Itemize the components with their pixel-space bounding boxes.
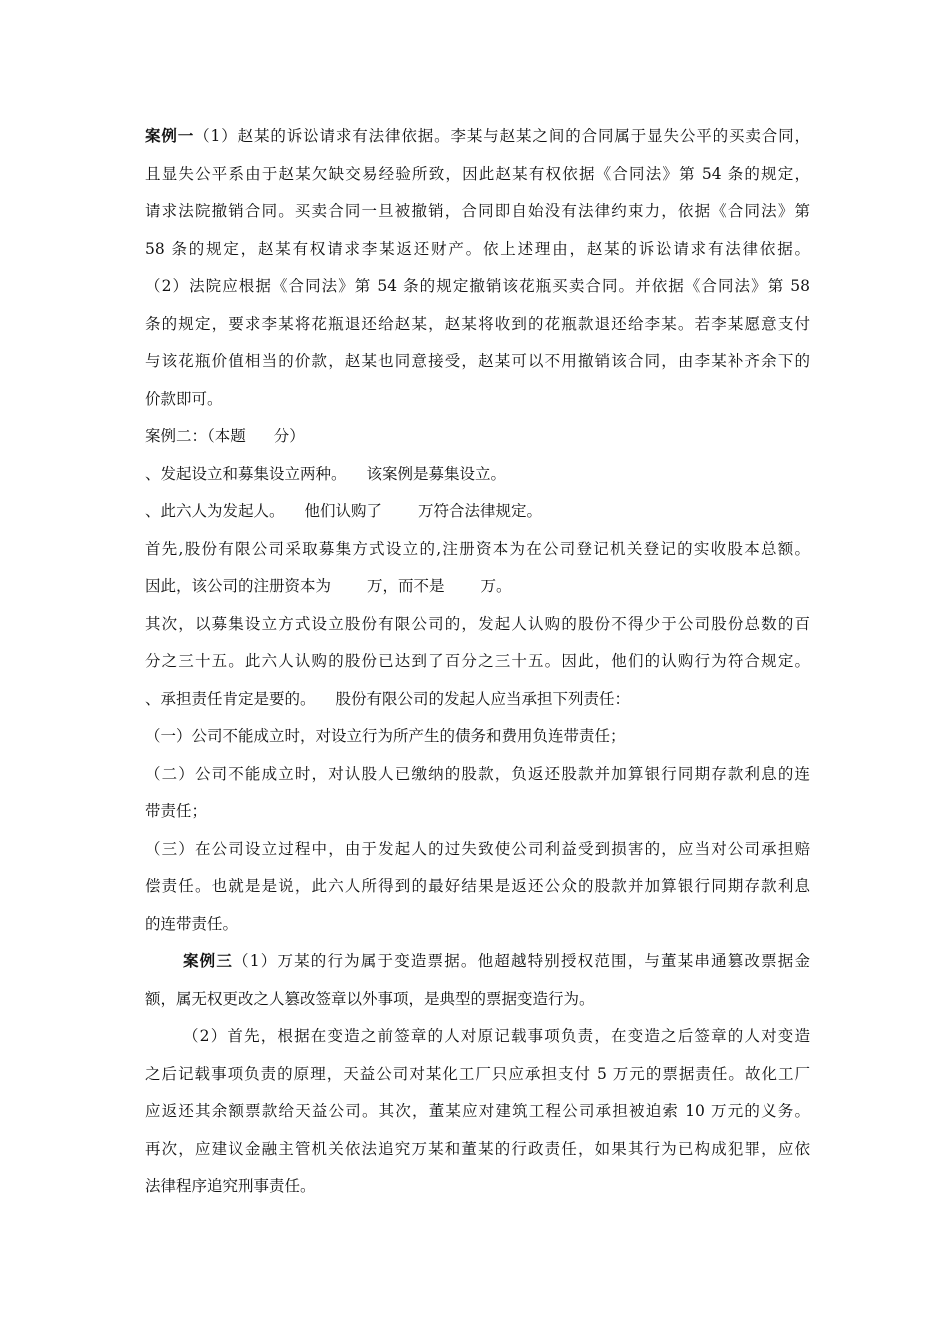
case2-p2-line-1: 其次，以募集设立方式设立股份有限公司的，发起人认购的股份不得少于公司股份总数的百 bbox=[145, 614, 810, 633]
case2-p1-line-2 bbox=[145, 568, 810, 606]
document-page bbox=[145, 118, 810, 1206]
case3-line-3: （2）首先，根据在变造之前签章的人对原记载事项负责，在变造之后签章的人对变造 bbox=[183, 1027, 810, 1045]
case3-line-2: 额，属无权更改之人篡改签章以外事项，是典型的票据变造行为。 bbox=[145, 989, 595, 1008]
case1-heading: 案例一 bbox=[145, 127, 195, 145]
case2-item1-a: 、发起设立和募集设立两种。 bbox=[145, 464, 347, 483]
case2-item1-b: 该案例是募集设立。 bbox=[366, 464, 507, 483]
case3-text-1: （1）万某的行为属于变造票据。他超越特别授权范围，与董某串通篡改票据金 bbox=[233, 952, 810, 970]
case2-heading-a: 案例二：（本题 bbox=[145, 427, 246, 445]
case1-line-5: （2）法院应根据《合同法》第 54 条的规定撤销该花瓶买卖合同。并依据《合同法》第 58 bbox=[145, 277, 810, 295]
case2-item2-b: 他们认购了 bbox=[304, 502, 383, 520]
case2-p2-line-2: 分之三十五。此六人认购的股份已达到了百分之三十五。因此，他们的认购行为符合规定。 bbox=[145, 652, 810, 670]
case1-line-6: 条的规定，要求李某将花瓶退还给赵某，赵某将收到的花瓶款退还给李某。若李某愿意支付 bbox=[145, 314, 810, 333]
case2-item2-c: 万符合法律规定。 bbox=[418, 502, 543, 520]
case1-text-1: （1）赵某的诉讼请求有法律依据。李某与赵某之间的合同属于显失公平的买卖合同， bbox=[194, 127, 810, 145]
case1-line-1 bbox=[145, 118, 810, 156]
case2-item-2 bbox=[145, 493, 810, 531]
case2-p1-line2-b: 万，而不是 bbox=[367, 577, 445, 595]
case1-line-8: 价款即可。 bbox=[145, 389, 223, 408]
case3-line-7: 法律程序追究刑事责任。 bbox=[145, 1177, 316, 1195]
case3-heading: 案例三 bbox=[183, 952, 234, 970]
case3-line-6: 再次，应建议金融主管机关依法追究万某和董某的行政责任，如果其行为已构成犯罪，应依 bbox=[145, 1139, 810, 1158]
case2-item2-a: 、此六人为发起人。 bbox=[145, 502, 285, 520]
case2-responsibility-2-line-1: （二）公司不能成立时，对认股人已缴纳的股款，负返还股款并加算银行同期存款利息的连 bbox=[145, 764, 810, 783]
case1-line-3: 请求法院撤销合同。买卖合同一旦被撤销，合同即自始没有法律约束力，依据《合同法》第 bbox=[145, 202, 810, 220]
case2-p1-line2-c: 万。 bbox=[480, 577, 512, 595]
case2-item3-a: 、承担责任肯定是要的。 bbox=[145, 689, 316, 708]
case1-line-4: 58 条的规定，赵某有权请求李某返还财产。依上述理由，赵某的诉讼请求有法律依据。 bbox=[145, 239, 810, 258]
case2-item-1 bbox=[145, 456, 810, 494]
case2-p1-line2-a: 因此，该公司的注册资本为 bbox=[145, 577, 332, 595]
case3-line-4: 之后记载事项负责的原理，天益公司对某化工厂只应承担支付 5 万元的票据责任。故化工厂 bbox=[145, 1064, 810, 1083]
case2-item-3 bbox=[145, 681, 810, 719]
case2-responsibility-3-line-1: （三）在公司设立过程中，由于发起人的过失致使公司利益受到损害的，应当对公司承担赔 bbox=[145, 839, 810, 858]
case1-line-7: 与该花瓶价值相当的价款，赵某也同意接受，赵某可以不用撤销该合同，由李某补齐余下的 bbox=[145, 352, 810, 370]
case2-responsibility-3-line-2: 偿责任。也就是是说，此六人所得到的最好结果是返还公众的股款并加算银行同期存款利息 bbox=[145, 877, 810, 895]
case2-item3-b: 股份有限公司的发起人应当承担下列责任： bbox=[335, 689, 631, 708]
case2-responsibility-3-line-3: 的连带责任。 bbox=[145, 914, 239, 933]
case3-line-1 bbox=[145, 943, 810, 981]
case3-line-5: 应返还其余额票款给天益公司。其次，董某应对建筑工程公司承担被迫索 10 万元的义务。 bbox=[145, 1102, 810, 1120]
case2-responsibility-2-line-2: 带责任； bbox=[145, 802, 208, 820]
case2-heading-b: 分） bbox=[273, 427, 305, 445]
case2-p1-line-1: 首先,股份有限公司采取募集方式设立的,注册资本为在公司登记机关登记的实收股本总额。 bbox=[145, 539, 810, 558]
case2-heading bbox=[145, 418, 810, 456]
case2-responsibility-1: （一）公司不能成立时，对设立行为所产生的债务和费用负连带责任； bbox=[145, 727, 626, 745]
case1-line-2: 且显失公平系由于赵某欠缺交易经验所致，因此赵某有权依据《合同法》第 54 条的规定， bbox=[145, 164, 810, 183]
